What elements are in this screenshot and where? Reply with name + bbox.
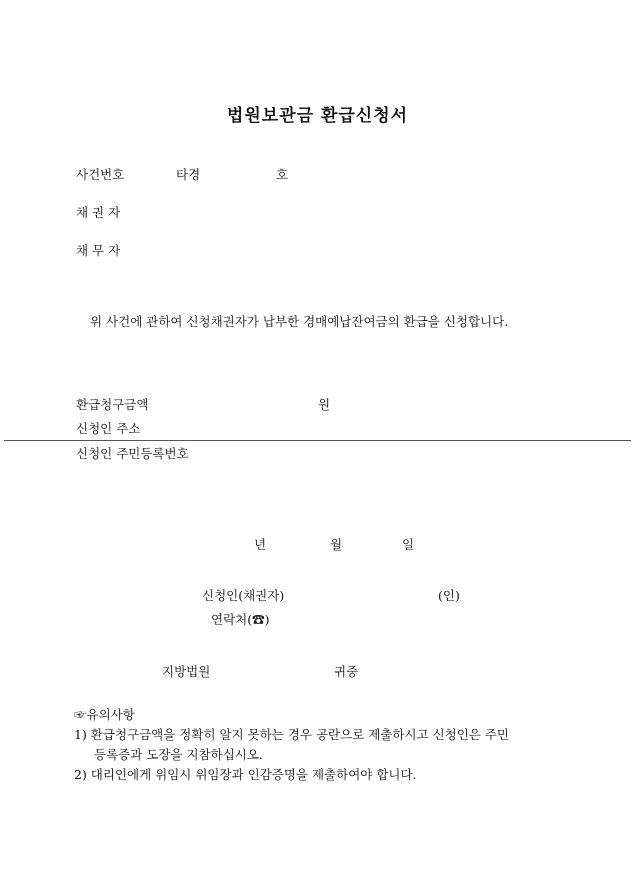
notes-heading: ☞유의사항 [74,707,135,722]
contact-label: 연락처(☎) [211,612,270,627]
note-item-1-line-1: 1) 환급청구금액을 정확히 알지 못하는 경우 공란으로 제출하시고 신청인은 주민 [74,727,509,742]
date-day: 일 [402,537,415,552]
applicant-creditor-label: 신청인(채권자) [202,588,285,603]
refund-amount-unit: 원 [318,397,331,412]
applicant-address-label: 신청인 주소 [76,421,141,436]
note-item-2: 2) 대리인에게 위임시 위임장과 인감증명을 제출하여야 합니다. [74,767,417,782]
debtor-label: 채 무 자 [76,243,121,258]
creditor-label: 채 권 자 [76,205,121,220]
date-month: 월 [330,537,343,552]
note-item-1-line-2: 등록증과 도장을 지참하십시오. [94,747,263,762]
case-number-suffix: 호 [276,167,289,182]
case-type: 타경 [176,167,201,182]
divider-line [4,440,631,441]
date-year: 년 [254,537,267,552]
seal-mark: (인) [438,588,460,603]
form-title: 법원보관금 환급신청서 [226,106,409,126]
applicant-rrn-label: 신청인 주민등록번호 [76,446,189,461]
case-number-label: 사건번호 [76,167,125,182]
district-court-label: 지방법원 [162,664,211,679]
honorific-label: 귀중 [334,664,359,679]
refund-statement: 위 사건에 관하여 신청채권자가 납부한 경매예납잔여금의 환급을 신청합니다. [90,314,509,329]
refund-amount-label: 환급청구금액 [76,397,149,412]
